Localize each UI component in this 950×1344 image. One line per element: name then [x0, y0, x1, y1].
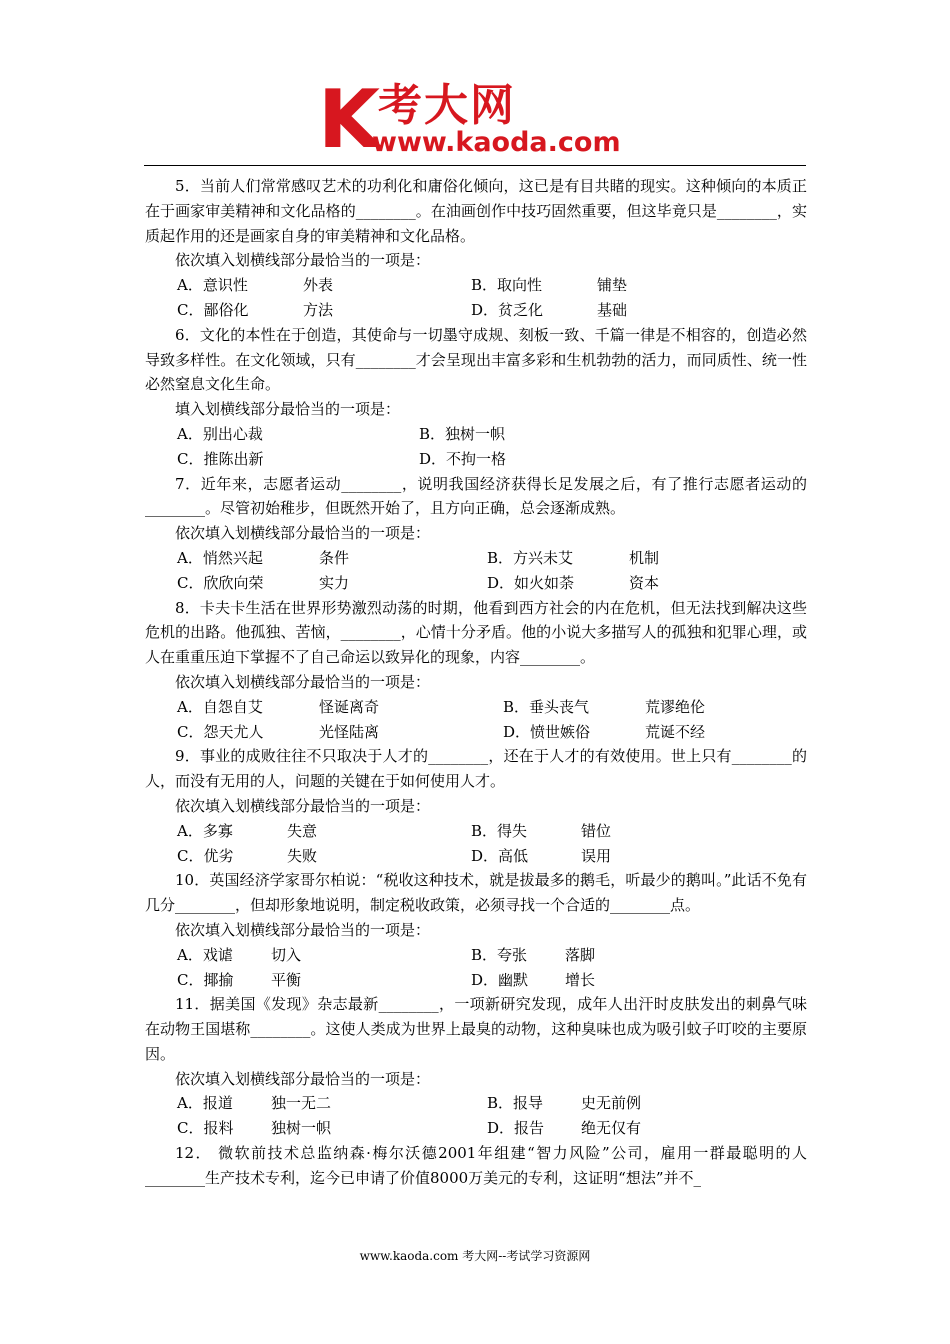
option-d: D．报告 [487, 1119, 545, 1138]
logo-title: 考大网 [378, 80, 516, 131]
option-b: B．垂头丧气 [503, 697, 590, 716]
question-6-prompt: 填入划横线部分最恰当的一项是： [175, 400, 401, 419]
option-d: D．如火如荼 [487, 573, 575, 592]
question-8-prompt: 依次填入划横线部分最恰当的一项是： [175, 672, 431, 691]
question-9-options-cd [145, 844, 807, 869]
option-d-2: 绝无仅有 [581, 1119, 642, 1138]
option-a-2: 怪诞离奇 [319, 697, 380, 716]
option-b: B．独树一帜 [419, 424, 506, 443]
option-b-2: 机制 [629, 548, 660, 567]
option-b: B．夸张 [471, 945, 528, 964]
question-5-text: 5．当前人们常常感叹艺术的功利化和庸俗化倾向，这已是有目共睹的现实。这种倾向的本质正在于画家审美精神和文化品格的________。在油画创作中技巧固然重要，但这毕竟只是________，实质起作用的还是画家自身的审美精神和文化品格。 [145, 177, 807, 245]
option-d: D．贫乏化 [471, 300, 544, 319]
option-a: A．别出心裁 [177, 424, 263, 443]
option-d-2: 增长 [565, 970, 596, 989]
option-b: B．报导 [487, 1094, 544, 1113]
logo [318, 73, 648, 166]
option-a: A．自怨自艾 [177, 697, 263, 716]
option-a: A．报道 [177, 1094, 233, 1113]
header-rule [144, 165, 806, 166]
option-c: C．报料 [177, 1119, 234, 1138]
question-5-prompt: 依次填入划横线部分最恰当的一项是： [175, 251, 431, 270]
question-5-options-cd [145, 298, 807, 323]
option-c: C．鄙俗化 [177, 300, 249, 319]
option-a: A．戏谑 [177, 945, 233, 964]
option-b-2: 错位 [581, 821, 612, 840]
logo-url: www.kaoda.com [372, 127, 621, 158]
option-c: C．优劣 [177, 846, 234, 865]
option-d-2: 基础 [597, 300, 628, 319]
question-9-text: 9．事业的成败往往不只取决于人才的________，还在于人才的有效使用。世上只有________的人，而没有无用的人，问题的关键在于如何使用人才。 [145, 747, 807, 791]
question-7-text: 7．近年来，志愿者运动________，说明我国经济获得长足发展之后，有了推行志愿者运动的________。尽管初始稚步，但既然开始了，且方向正确，总会逐渐成熟。 [145, 474, 807, 518]
question-6-text: 6．文化的本性在于创造，其使命与一切墨守成规、刻板一致、千篇一律是不相容的，创造必然导致多样性。在文化领域，只有________才会呈现出丰富多彩和生机勃勃的活力，而同质性、统一性必然窒息文化生命。 [145, 325, 807, 394]
option-a-2: 条件 [319, 548, 350, 567]
question-6-options-ab [145, 422, 807, 447]
option-b: B．方兴未艾 [487, 548, 574, 567]
option-a: A．多寡 [177, 821, 233, 840]
option-d-2: 荒诞不经 [645, 722, 706, 741]
question-11-text: 11．据美国《发现》杂志最新________，一项新研究发现，成年人出汗时皮肤发出的刺鼻气味在动物王国堪称________。这使人类成为世界上最臭的动物，这种臭味也成为吸引蚊子叮咬的主要原因。 [145, 995, 807, 1063]
option-b-2: 史无前例 [581, 1094, 642, 1113]
option-b: B．得失 [471, 821, 528, 840]
option-d: D．不拘一格 [419, 449, 507, 468]
option-b-2: 铺垫 [597, 276, 628, 295]
question-10-options-cd [145, 968, 807, 993]
question-8-options-ab [145, 695, 807, 720]
question-6-options-cd [145, 447, 807, 472]
option-d-2: 资本 [629, 573, 660, 592]
option-d: D．愤世嫉俗 [503, 722, 591, 741]
option-c-2: 方法 [303, 300, 334, 319]
option-c: C．怨天尤人 [177, 722, 264, 741]
option-c-2: 失败 [287, 846, 318, 865]
option-c-2: 光怪陆离 [319, 722, 380, 741]
question-7-options-ab [145, 546, 807, 571]
option-d-2: 误用 [581, 846, 612, 865]
option-c-2: 独树一帜 [271, 1119, 332, 1138]
option-b-2: 荒谬绝伦 [645, 697, 706, 716]
option-a-2: 独一无二 [271, 1094, 332, 1113]
option-c: C．欣欣向荣 [177, 573, 264, 592]
option-b: B．取向性 [471, 276, 543, 295]
question-7-options-cd [145, 571, 807, 596]
question-10-text: 10．英国经济学家哥尔柏说：“税收这种技术，就是拔最多的鹅毛，听最少的鹅叫。”此话不免有几分________，但却形象地说明，制定税收政策，必须寻找一个合适的________点。 [145, 871, 807, 915]
option-b-2: 落脚 [565, 945, 596, 964]
option-a: A．意识性 [177, 276, 248, 295]
option-d: D．高低 [471, 846, 529, 865]
option-a-2: 切入 [271, 945, 302, 964]
logo-k: K [318, 73, 380, 166]
question-7-prompt: 依次填入划横线部分最恰当的一项是： [175, 524, 431, 543]
question-12-text: 12． 微软前技术总监纳森·梅尔沃德2001年组建“智力风险”公司，雇用一群最聪明的人________生产技术专利，迄今已申请了价值8000万美元的专利，这证明“想法”并不_ [145, 1144, 807, 1187]
question-5-options-ab [145, 273, 807, 298]
question-11-options-ab [145, 1091, 807, 1116]
question-10-prompt: 依次填入划横线部分最恰当的一项是： [175, 920, 431, 939]
question-10-options-ab [145, 943, 807, 968]
question-9-options-ab [145, 819, 807, 844]
question-8-options-cd [145, 720, 807, 745]
option-c: C．推陈出新 [177, 449, 264, 468]
document-body [145, 174, 807, 1191]
question-9-prompt: 依次填入划横线部分最恰当的一项是： [175, 796, 431, 815]
question-11-prompt: 依次填入划横线部分最恰当的一项是： [175, 1069, 431, 1088]
question-8-text: 8．卡夫卡生活在世界形势激烈动荡的时期，他看到西方社会的内在危机，但无法找到解决这些危机的出路。他孤独、苦恼，________，心情十分矛盾。他的小说大多描写人的孤独和犯罪心理，或人在重重压迫下掌握不了自己命运以致异化的现象，内容________。 [145, 598, 807, 667]
option-c-2: 实力 [319, 573, 350, 592]
option-a: A．悄然兴起 [177, 548, 263, 567]
question-11-options-cd [145, 1116, 807, 1141]
option-c: C．揶揄 [177, 970, 234, 989]
option-d: D．幽默 [471, 970, 529, 989]
option-a-2: 失意 [287, 821, 318, 840]
option-a-2: 外表 [303, 276, 334, 295]
option-c-2: 平衡 [271, 970, 302, 989]
page-footer: www.kaoda.com 考大网--考试学习资源网 [359, 1249, 591, 1263]
